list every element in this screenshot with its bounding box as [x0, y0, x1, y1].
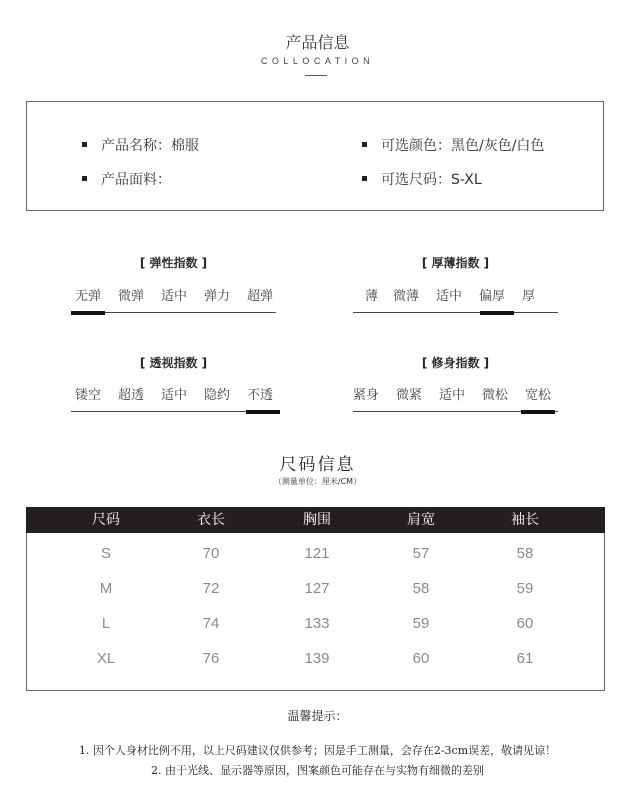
table-cell: 60	[412, 650, 430, 667]
table-cell: 121	[304, 545, 330, 562]
product-fabric-item	[82, 169, 171, 189]
table-cell: 59	[516, 580, 534, 597]
table-cell: S	[100, 545, 111, 562]
transparency-option: 隐约	[204, 388, 231, 403]
color-options-label: 可选颜色：黑色/灰色/白色	[381, 138, 545, 154]
elasticity-option: 弹力	[204, 289, 231, 304]
table-header-cell: 袖长	[511, 512, 539, 528]
table-cell: 60	[516, 615, 534, 632]
table-cell: 76	[202, 650, 220, 667]
size-options-label: 可选尺码：S-XL	[381, 172, 482, 188]
table-cell: 74	[202, 615, 220, 632]
table-header-cell: 肩宽	[407, 512, 435, 528]
thickness-option: 微薄	[393, 289, 420, 304]
table-cell: 139	[304, 650, 330, 667]
table-header-cell: 尺码	[92, 512, 120, 528]
title-divider	[305, 75, 327, 76]
color-options-item	[362, 135, 544, 155]
table-cell: 58	[516, 545, 534, 562]
table-cell: 57	[412, 545, 430, 562]
size-unit-note: （测量单位：厘米/CM）	[273, 477, 362, 486]
thickness-selected-marker	[480, 311, 514, 315]
transparency-option: 超透	[118, 388, 145, 403]
bullet-icon	[82, 176, 87, 181]
transparency-option: 镂空	[75, 388, 102, 403]
product-name-item	[82, 135, 199, 155]
fit-option: 微松	[482, 388, 509, 403]
table-cell: 127	[304, 580, 330, 597]
fit-selected-marker	[521, 410, 555, 414]
elasticity-option: 无弹	[75, 289, 102, 304]
table-cell: 72	[202, 580, 220, 597]
table-cell: XL	[96, 650, 116, 667]
table-cell: 58	[412, 580, 430, 597]
elasticity-option: 微弹	[118, 289, 145, 304]
bullet-icon	[82, 142, 87, 147]
table-cell: 70	[202, 545, 220, 562]
fit-option: 紧身	[353, 388, 380, 403]
fit-index-title: [ 修身指数 ]	[421, 356, 490, 370]
transparency-option: 不透	[247, 388, 274, 403]
thickness-option: 厚	[522, 289, 536, 304]
fit-option: 适中	[439, 388, 466, 403]
bullet-icon	[362, 142, 367, 147]
thickness-scale-line	[353, 312, 558, 313]
table-cell: 61	[516, 650, 534, 667]
size-section-title: 尺码信息	[279, 455, 356, 475]
thickness-option: 薄	[365, 289, 379, 304]
fit-option: 宽松	[525, 388, 552, 403]
transparency-index-title: [ 透视指数 ]	[139, 356, 208, 370]
tip-line-2: 2. 由于光线、显示器等原因，图案颜色可能存在与实物有细微的差别	[151, 764, 484, 777]
elasticity-option: 适中	[161, 289, 188, 304]
elasticity-index-title: [ 弹性指数 ]	[139, 256, 208, 270]
thickness-option: 适中	[436, 289, 463, 304]
thickness-option: 偏厚	[479, 289, 506, 304]
product-fabric-label: 产品面料：	[101, 172, 171, 188]
size-options-item	[362, 169, 482, 189]
transparency-option: 适中	[161, 388, 188, 403]
table-cell: 59	[412, 615, 430, 632]
table-cell: 133	[304, 615, 330, 632]
table-header-cell: 衣长	[197, 512, 225, 528]
table-header-cell: 胸围	[303, 512, 331, 528]
transparency-selected-marker	[246, 410, 280, 414]
fit-option: 微紧	[396, 388, 423, 403]
product-info-box	[26, 101, 604, 211]
elasticity-option: 超弹	[247, 289, 274, 304]
table-cell: L	[101, 615, 111, 632]
thickness-index-title: [ 厚薄指数 ]	[421, 256, 490, 270]
elasticity-selected-marker	[71, 311, 105, 315]
tips-title: 温馨提示：	[287, 709, 348, 723]
bullet-icon	[362, 176, 367, 181]
tip-line-1: 1. 因个人身材比例不用，以上尺码建议仅供参考；因是手工测量，会存在2-3cm误差，敬请见谅！	[78, 744, 557, 757]
table-cell: M	[99, 580, 113, 597]
page-title: 产品信息	[285, 33, 350, 52]
product-name-label: 产品名称：棉服	[101, 138, 199, 154]
page-subtitle: COLLOCATION	[260, 56, 375, 66]
